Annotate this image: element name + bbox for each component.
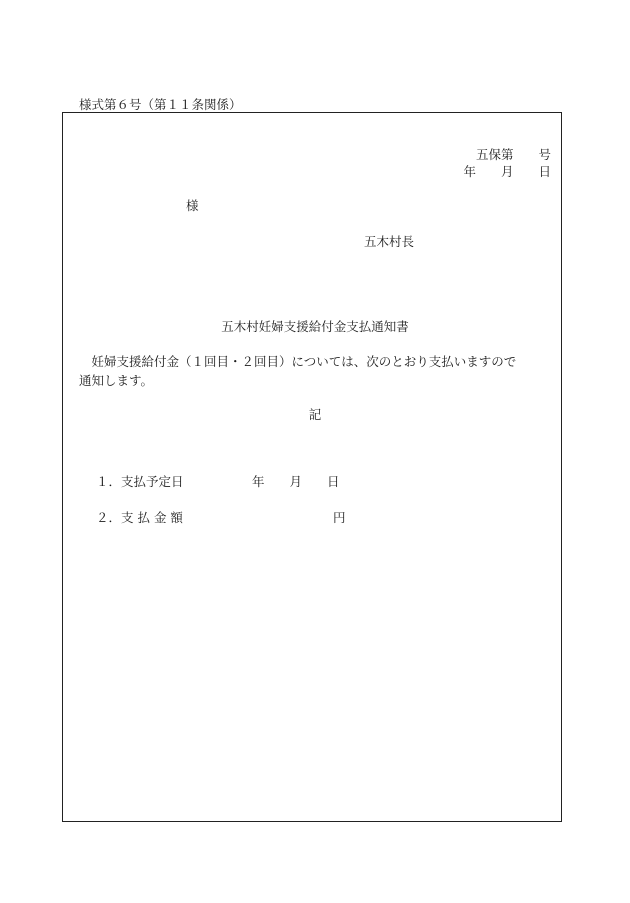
document-title: 五木村妊婦支援給付金支払通知書 — [221, 319, 409, 334]
document-number: 五保第 号 — [475, 147, 551, 162]
ki-heading: 記 — [308, 407, 322, 422]
issuer: 五木村長 — [364, 234, 415, 249]
payment-amount-unit: 円 — [333, 510, 346, 525]
body-text-line-2: 通知します。 — [79, 373, 154, 388]
form-frame — [62, 112, 562, 822]
body-text-line-1: 妊婦支援給付金（１回目・２回目）については、次のとおり支払いますので — [79, 354, 517, 369]
form-number-label: 様式第６号（第１１条関係） — [79, 97, 242, 112]
payment-date-label: １．支払予定日 — [96, 474, 184, 489]
addressee: 様 — [186, 198, 199, 213]
payment-amount-label: ２．支 払 金 額 — [96, 510, 183, 525]
payment-date-value: 年 月 日 — [252, 474, 340, 489]
document-date: 年 月 日 — [463, 164, 551, 179]
